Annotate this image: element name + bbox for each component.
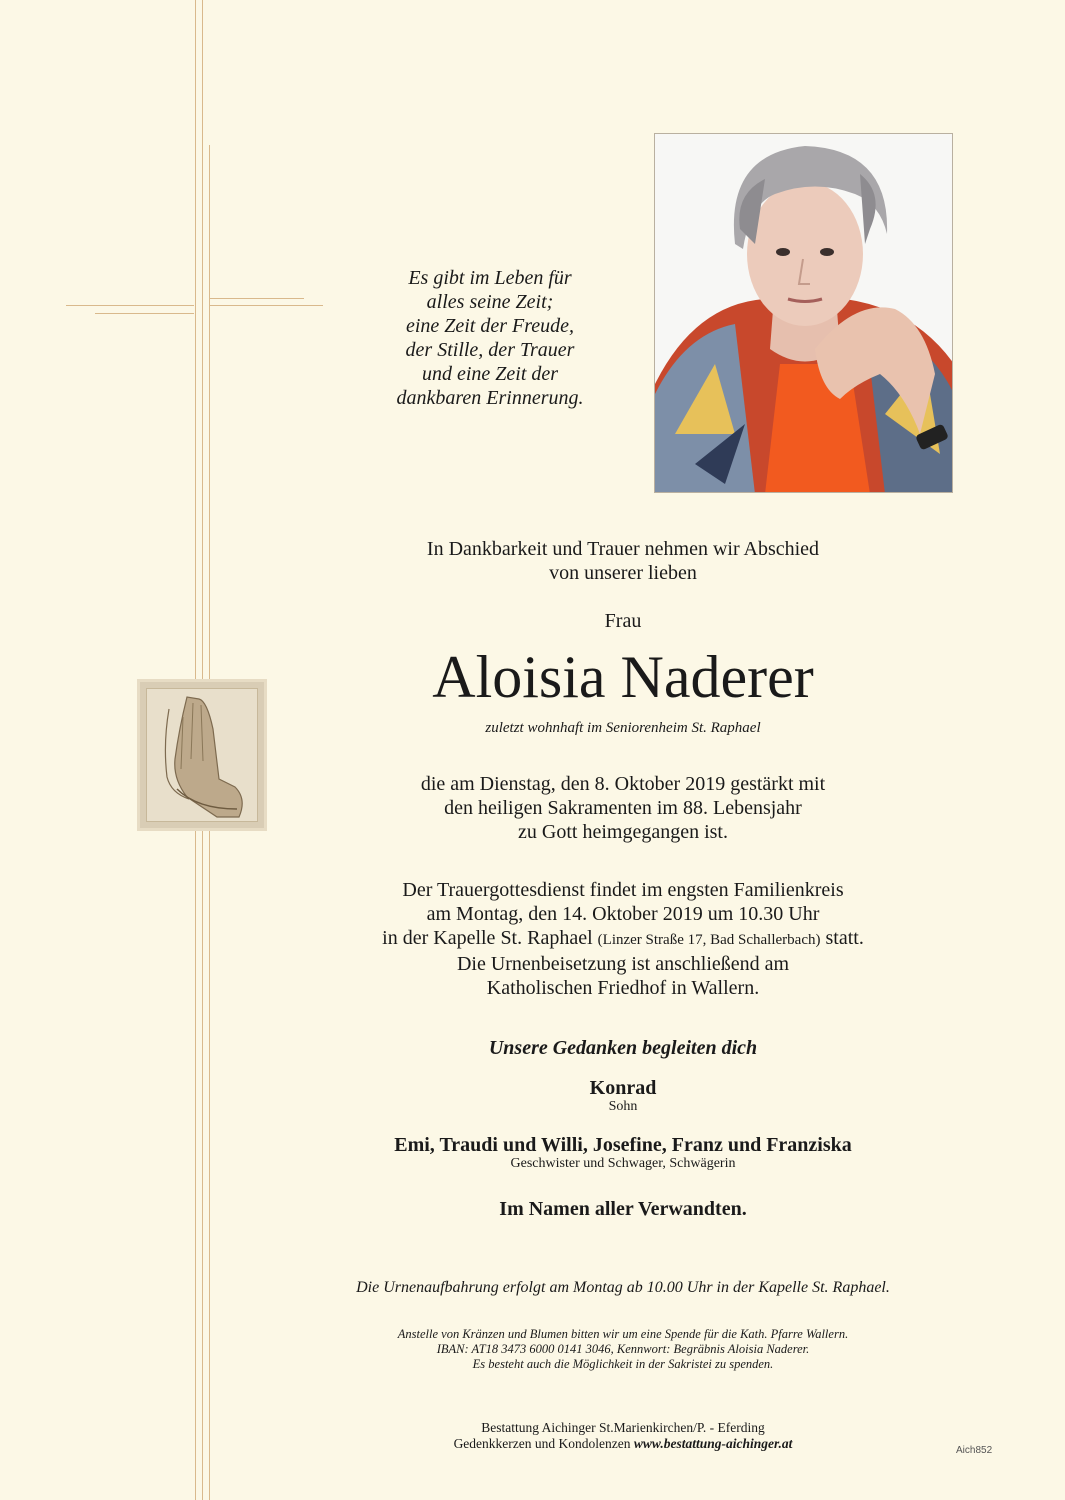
praying-hands-frame [146, 688, 258, 822]
service-location-line [300, 926, 946, 952]
quote-line: der Stille, der Trauer [405, 339, 575, 361]
footer-line-2 [300, 1436, 946, 1452]
service-address: (Linzer Straße 17, Bad Schallerbach) [597, 932, 821, 948]
quote-line: eine Zeit der Freude, [405, 315, 575, 337]
cross-horizontal-line [95, 313, 194, 314]
service-info [300, 878, 946, 1000]
cross-horizontal-line [210, 298, 304, 299]
footer-website-link[interactable]: www.bestattung-aichinger.at [633, 1436, 793, 1451]
praying-hands-icon [147, 689, 257, 821]
intro-line: von unserer lieben [549, 562, 697, 584]
mourner-names: Konrad [589, 1077, 657, 1099]
donation-line: IBAN: AT18 3473 6000 0141 3046, Kennwort: Begräbnis Aloisia Naderer. [436, 1342, 810, 1356]
mourner-entry [300, 1134, 946, 1172]
memorial-quote [360, 266, 620, 410]
footer-line: Bestattung Aichinger St.Marienkirchen/P. - Eferding [481, 1420, 765, 1435]
portrait-photo [654, 133, 953, 493]
cross-horizontal-line [66, 305, 194, 306]
intro-text [300, 537, 946, 585]
service-location: in der Kapelle St. Raphael [382, 927, 593, 949]
salutation: Frau [604, 610, 642, 632]
deceased-name: Aloisia Naderer [432, 644, 814, 710]
document-code: Aich852 [956, 1445, 993, 1456]
donation-note [300, 1327, 946, 1372]
mourner-entry [300, 1077, 946, 1115]
quote-line: alles seine Zeit; [426, 291, 554, 313]
viewing-note: Die Urnenaufbahrung erfolgt am Montag ab 10.00 Uhr in der Kapelle St. Raphael. [356, 1279, 890, 1296]
mourner-relation: Geschwister und Schwager, Schwägerin [510, 1156, 736, 1171]
footer-condolence-text: Gedenkkerzen und Kondolenzen [453, 1436, 631, 1451]
service-line: Der Trauergottesdienst findet im engsten Familienkreis [402, 879, 844, 901]
residence-note: zuletzt wohnhaft im Seniorenheim St. Raphael [485, 720, 761, 736]
intro-line: In Dankbarkeit und Trauer nehmen wir Abschied [426, 538, 820, 560]
mourner-relation: Sohn [608, 1099, 638, 1114]
portrait-illustration [655, 134, 953, 493]
service-line: am Montag, den 14. Oktober 2019 um 10.30 Uhr [426, 903, 820, 925]
death-notice [300, 772, 946, 844]
quote-line: dankbaren Erinnerung. [396, 387, 584, 409]
death-line: zu Gott heimgegangen ist. [518, 821, 728, 843]
quote-line: und eine Zeit der [421, 363, 559, 385]
donation-line: Anstelle von Kränzen und Blumen bitten wir um eine Spende für die Kath. Pfarre Wallern. [397, 1327, 849, 1341]
service-line: Katholischen Friedhof in Wallern. [486, 977, 760, 999]
cross-horizontal-line [210, 305, 323, 306]
praying-hands-picture [137, 679, 267, 831]
service-line: Die Urnenbeisetzung ist anschließend am [456, 953, 790, 975]
death-line: den heiligen Sakramenten im 88. Lebensjahr [444, 797, 802, 819]
death-line: die am Dienstag, den 8. Oktober 2019 gestärkt mit [420, 773, 826, 795]
thoughts-heading: Unsere Gedanken begleiten dich [488, 1037, 758, 1059]
mourner-names: Emi, Traudi und Willi, Josefine, Franz und Franziska [394, 1134, 852, 1156]
service-location-end: statt. [825, 927, 864, 949]
funeral-home-footer [300, 1420, 946, 1452]
closing-line: Im Namen aller Verwandten. [499, 1198, 747, 1220]
quote-line: Es gibt im Leben für [408, 267, 572, 289]
donation-line: Es besteht auch die Möglichkeit in der Sakristei zu spenden. [472, 1357, 774, 1371]
